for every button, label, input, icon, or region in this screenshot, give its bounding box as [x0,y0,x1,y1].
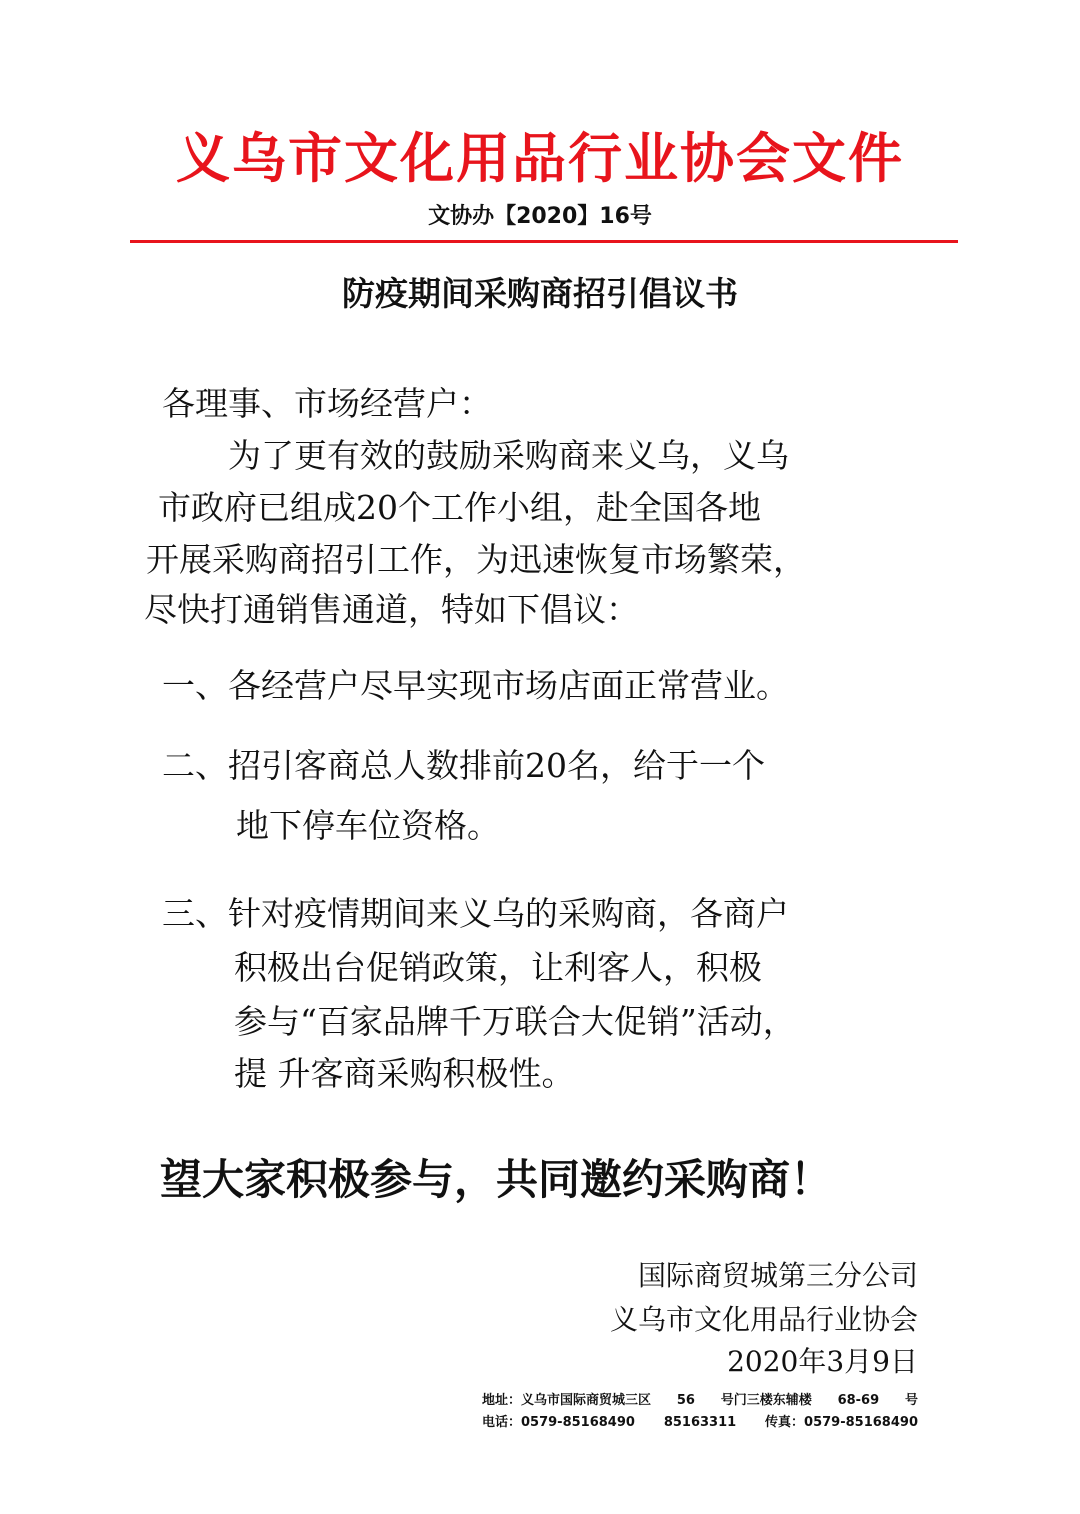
footer-fax: 传真：0579-85168490 [765,1415,918,1430]
proposal-item-3-continuation: 积极出台促销政策，让利客人，积极 [234,948,762,987]
salutation: 各理事、市场经营户： [162,384,492,423]
header-divider [130,240,958,243]
footer-contact [482,1412,918,1434]
footer-address-part: 地址：义乌市国际商贸城三区 [482,1393,652,1408]
closing-appeal: 望大家积极参与，共同邀约采购商！ [160,1155,833,1204]
intro-line: 为了更有效的鼓励采购商来义乌，义乌 [228,436,789,475]
intro-line: 市政府已组成20个工作小组，赴全国各地 [158,488,761,527]
signature-org-2: 义乌市文化用品行业协会 [609,1303,918,1336]
footer-address-part: 56 [676,1393,695,1408]
footer-phone-2: 85163311 [663,1415,737,1430]
document-number: 文协办【2020】16号 [428,204,652,229]
footer-address-part: 号门三楼东辅楼 [720,1393,812,1408]
footer-address [482,1390,918,1412]
document-subject: 防疫期间采购商招引倡议书 [342,274,738,313]
proposal-item-2: 二、招引客商总人数排前20名，给于一个 [162,746,765,785]
signature-org-1: 国际商贸城第三分公司 [637,1259,918,1292]
intro-line: 开展采购商招引工作，为迅速恢复市场繁荣， [146,540,806,579]
intro-line: 尽快打通销售通道，特如下倡议： [144,590,639,629]
header-title: 义乌市文化用品行业协会文件 [176,127,904,190]
proposal-item-2-continuation: 地下停车位资格。 [236,806,500,845]
signature-date: 2020年3月9日 [727,1345,918,1378]
proposal-item-1: 一、各经营户尽早实现市场店面正常营业。 [162,666,789,705]
footer-address-part: 号 [904,1393,918,1408]
footer-phone: 电话：0579-85168490 [482,1415,635,1430]
footer-address-part: 68-69 [837,1393,880,1408]
proposal-item-3: 三、针对疫情期间来义乌的采购商，各商户 [162,894,789,933]
proposal-item-3-continuation: 提 升客商采购积极性。 [234,1054,575,1093]
proposal-item-3-continuation: 参与“百家品牌千万联合大促销”活动， [234,1002,796,1041]
